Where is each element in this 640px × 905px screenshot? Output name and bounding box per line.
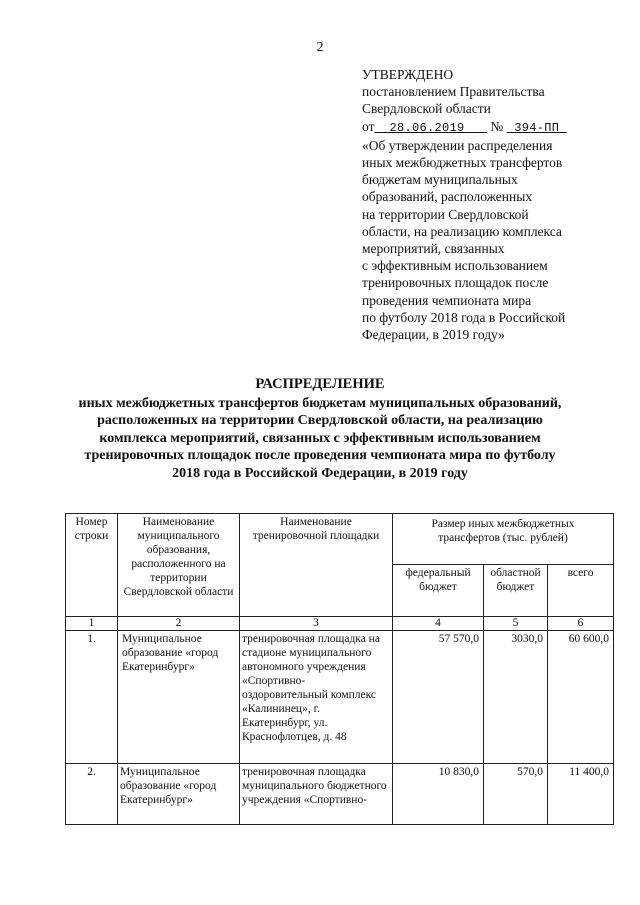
approval-subject-line: иных межбюджетных трансфертов <box>362 155 563 171</box>
approval-subject-line: бюджетам муниципальных <box>362 172 518 188</box>
approval-subject-line: на территории Свердловской <box>362 206 529 222</box>
column-number: 1 <box>66 617 118 631</box>
column-number: 6 <box>548 617 614 631</box>
row-municipality: Муниципальное образование «город Екатеринбург» <box>118 631 240 764</box>
row-total: 60 600,0 <box>548 631 614 764</box>
approval-subject-line: Федерации, в 2019 году» <box>362 327 505 343</box>
approval-line: Свердловской области <box>362 101 491 117</box>
page-number: 2 <box>316 40 324 55</box>
title-line: иных межбюджетных трансфертов бюджетам муниципальных образований, <box>78 395 562 411</box>
header-amount-group: Размер иных межбюджетных трансфертов (тыс. рублей) <box>393 514 614 565</box>
document-title <box>60 376 580 483</box>
approval-date <box>374 121 487 135</box>
approval-number-value: 394-ПП <box>514 120 560 135</box>
approval-subject-line: образований, расположенных <box>362 189 533 205</box>
header-row-number: Номер строки <box>66 514 118 617</box>
row-regional: 3030,0 <box>484 631 548 764</box>
column-number: 4 <box>393 617 484 631</box>
approval-subject-line: «Об утверждении распределения <box>362 137 553 153</box>
row-regional: 570,0 <box>484 764 548 825</box>
row-site: тренировочная площадка на стадионе муниципального автономного учреждения «Спортивно-оздоровительный комплекс «Калининец», г. Екатеринбург, ул. Краснофлотцев, д. 48 <box>240 631 393 764</box>
title-main: РАСПРЕДЕЛЕНИЕ <box>255 376 385 392</box>
title-line: расположенных на территории Свердловской области, на реализацию <box>97 413 543 429</box>
approval-number <box>507 121 567 135</box>
row-municipality: Муниципальное образование «город Екатеринбург» <box>118 764 240 825</box>
approval-subject-line: с эффективным использованием <box>362 258 548 274</box>
number-prefix: № <box>490 118 504 134</box>
header-regional: областной бюджет <box>484 565 548 617</box>
table-row <box>66 764 614 825</box>
approval-subject-line: проведения чемпионата мира <box>362 292 532 308</box>
approval-subject-line: тренировочных площадок после <box>362 275 549 291</box>
approval-date-value: 28.06.2019 <box>389 120 465 135</box>
row-total: 11 400,0 <box>548 764 614 825</box>
approval-line: постановлением Правительства <box>362 84 545 100</box>
column-number: 3 <box>240 617 393 631</box>
row-number: 2. <box>66 764 118 825</box>
column-number-row <box>66 617 614 631</box>
header-total: всего <box>548 565 614 617</box>
approval-subject-line: мероприятий, связанных <box>362 241 505 257</box>
title-line: 2018 года в Российской Федерации, в 2019 году <box>172 465 468 481</box>
row-site: тренировочная площадка муниципального бюджетного учреждения «Спортивно- <box>240 764 393 825</box>
approval-subject-line: области, на реализацию комплекса <box>362 223 562 239</box>
header-federal: федеральный бюджет <box>393 565 484 617</box>
title-line: комплекса мероприятий, связанных с эффективным использованием <box>99 430 541 446</box>
approval-heading: УТВЕРЖДЕНО <box>362 67 454 82</box>
distribution-table <box>65 513 614 825</box>
approval-block <box>362 66 612 343</box>
row-federal: 10 830,0 <box>393 764 484 825</box>
approval-date-line <box>362 118 612 137</box>
row-number: 1. <box>66 631 118 764</box>
row-federal: 57 570,0 <box>393 631 484 764</box>
table-row <box>66 631 614 764</box>
date-prefix: от <box>362 118 375 134</box>
header-municipality: Наименование муниципального образования, расположенного на территории Свердловской области <box>118 514 240 617</box>
header-row <box>66 514 614 565</box>
column-number: 5 <box>484 617 548 631</box>
title-line: тренировочных площадок после проведения чемпионата мира по футболу <box>84 448 556 464</box>
column-number: 2 <box>118 617 240 631</box>
header-site: Наименование тренировочной площадки <box>240 514 393 617</box>
approval-subject <box>362 137 612 343</box>
approval-subject-line: по футболу 2018 года в Российской <box>362 309 566 325</box>
